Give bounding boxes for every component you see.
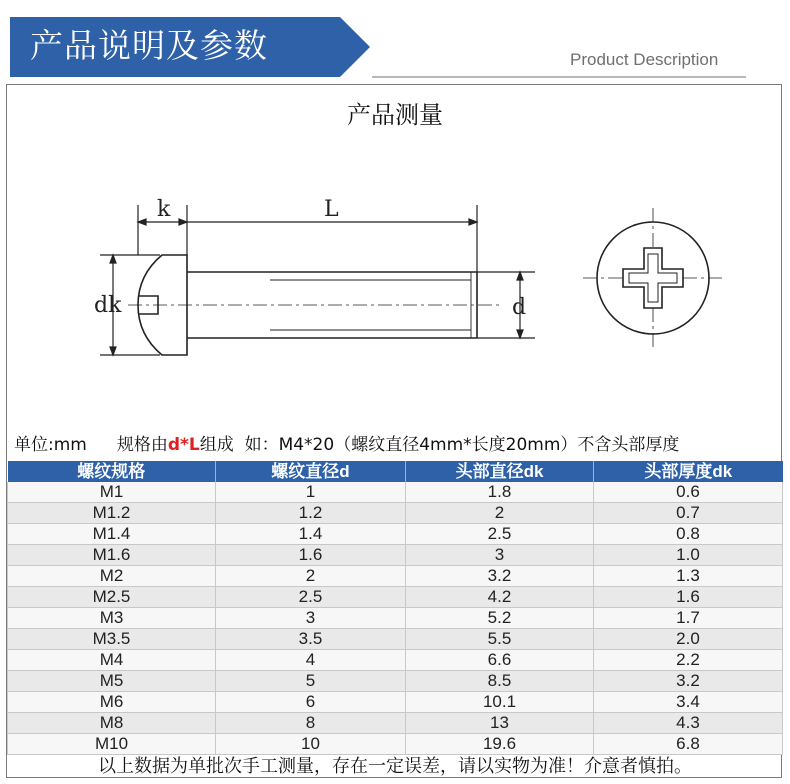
table-row <box>8 692 783 713</box>
table-row <box>8 734 783 755</box>
cell-d: 2 <box>216 566 406 587</box>
phillips-head-top-view-icon <box>583 208 723 348</box>
table-row <box>8 608 783 629</box>
header-divider <box>372 76 746 78</box>
cell-dk: 2.5 <box>406 524 594 545</box>
cell-dk: 8.5 <box>406 671 594 692</box>
cell-dk: 3 <box>406 545 594 566</box>
table-header-row <box>8 461 783 482</box>
cell-d: 8 <box>216 713 406 734</box>
table-row <box>8 587 783 608</box>
spec-highlight: d*L <box>167 435 200 455</box>
cell-dk: 10.1 <box>406 692 594 713</box>
d-arrow-top <box>517 272 523 280</box>
dk-arrow-top <box>110 255 116 263</box>
header-head-diameter: 头部直径dk <box>406 461 594 482</box>
table-row <box>8 713 783 734</box>
table-row <box>8 482 783 503</box>
cell-d: 5 <box>216 671 406 692</box>
cell-dk: 6.6 <box>406 650 594 671</box>
cell-dk: 5.2 <box>406 608 594 629</box>
cell-k: 1.7 <box>594 608 783 629</box>
cell-k: 6.8 <box>594 734 783 755</box>
cell-spec: M1 <box>8 482 216 503</box>
unit-label: 单位:mm <box>14 435 87 455</box>
cell-spec: M5 <box>8 671 216 692</box>
page-subtitle: Product Description <box>570 50 719 69</box>
cell-spec: M1.6 <box>8 545 216 566</box>
cell-k: 3.4 <box>594 692 783 713</box>
cell-k: 0.8 <box>594 524 783 545</box>
cell-d: 3 <box>216 608 406 629</box>
cell-k: 4.3 <box>594 713 783 734</box>
spec-table <box>7 461 783 755</box>
drawing-title: 产品测量 <box>347 101 443 129</box>
disclaimer-note: 以上数据为单批次手工测量，存在一定误差，请以实物为准！介意者慎拍。 <box>98 756 692 777</box>
phillips-cross <box>623 248 683 308</box>
cell-dk: 13 <box>406 713 594 734</box>
table-row <box>8 503 783 524</box>
k-arrow-right <box>179 219 187 225</box>
cell-dk: 4.2 <box>406 587 594 608</box>
cell-k: 3.2 <box>594 671 783 692</box>
table-row <box>8 524 783 545</box>
cell-d: 1.2 <box>216 503 406 524</box>
cell-spec: M2 <box>8 566 216 587</box>
cell-spec: M10 <box>8 734 216 755</box>
cell-k: 0.6 <box>594 482 783 503</box>
cell-k: 2.0 <box>594 629 783 650</box>
header-thread-spec: 螺纹规格 <box>8 461 216 482</box>
page-title: 产品说明及参数 <box>30 26 268 65</box>
table-row <box>8 545 783 566</box>
cell-k: 2.2 <box>594 650 783 671</box>
label-k: k <box>157 197 171 222</box>
screw-diagram <box>10 180 780 430</box>
cell-d: 10 <box>216 734 406 755</box>
cell-spec: M8 <box>8 713 216 734</box>
cell-spec: M6 <box>8 692 216 713</box>
cell-d: 1 <box>216 482 406 503</box>
table-row <box>8 566 783 587</box>
cell-d: 1.6 <box>216 545 406 566</box>
header-head-thickness: 头部厚度dk <box>594 461 783 482</box>
cell-k: 1.3 <box>594 566 783 587</box>
cell-spec: M1.2 <box>8 503 216 524</box>
k-arrow-left <box>138 219 146 225</box>
spec-prefix: 规格由 <box>116 435 168 455</box>
cell-k: 1.6 <box>594 587 783 608</box>
cell-spec: M3.5 <box>8 629 216 650</box>
cell-d: 6 <box>216 692 406 713</box>
cell-d: 3.5 <box>216 629 406 650</box>
cell-dk: 1.8 <box>406 482 594 503</box>
L-arrow-right <box>469 219 477 225</box>
table-row <box>8 650 783 671</box>
cell-d: 4 <box>216 650 406 671</box>
cell-dk: 3.2 <box>406 566 594 587</box>
cell-k: 0.7 <box>594 503 783 524</box>
cell-dk: 19.6 <box>406 734 594 755</box>
header-thread-diameter: 螺纹直径d <box>216 461 406 482</box>
screw-side-view <box>128 255 500 355</box>
label-d: d <box>512 295 527 320</box>
cell-dk: 5.5 <box>406 629 594 650</box>
cell-spec: M4 <box>8 650 216 671</box>
cell-spec: M3 <box>8 608 216 629</box>
label-L: L <box>324 197 339 222</box>
unit-description <box>14 432 784 458</box>
table-row <box>8 671 783 692</box>
dk-arrow-bottom <box>110 347 116 355</box>
cell-spec: M2.5 <box>8 587 216 608</box>
cell-spec: M1.4 <box>8 524 216 545</box>
spec-suffix: 组成 <box>199 435 234 455</box>
section-header <box>0 0 790 80</box>
cell-k: 1.0 <box>594 545 783 566</box>
cell-dk: 2 <box>406 503 594 524</box>
cell-d: 2.5 <box>216 587 406 608</box>
table-row <box>8 629 783 650</box>
d-arrow-bottom <box>517 330 523 338</box>
label-dk: dk <box>94 293 122 318</box>
spec-example: 如：M4*20（螺纹直径4mm*长度20mm）不含头部厚度 <box>244 435 680 455</box>
cell-d: 1.4 <box>216 524 406 545</box>
